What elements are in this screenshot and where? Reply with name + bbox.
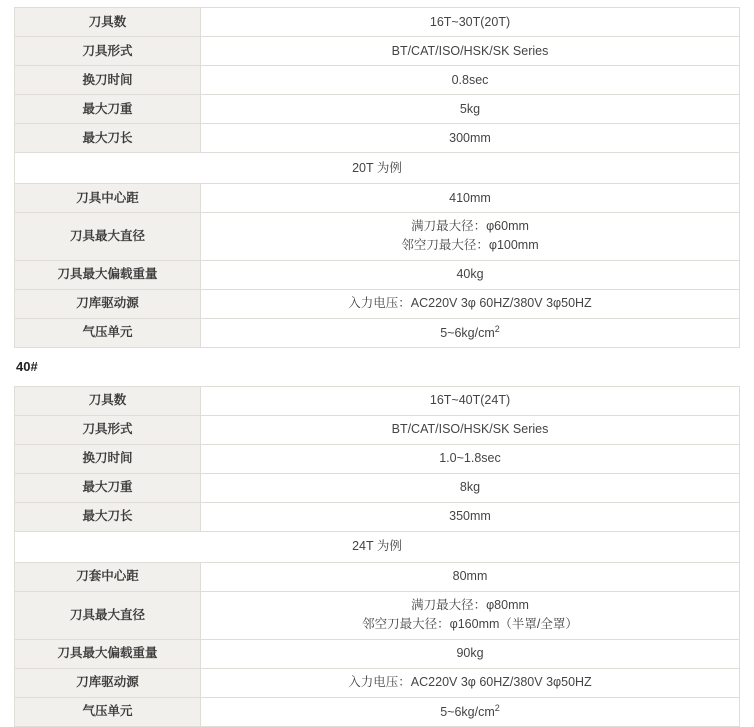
row-label: 刀具最大直径 — [15, 591, 201, 639]
table-row — [15, 386, 740, 415]
row-label: 刀具数 — [15, 386, 201, 415]
row-value-superscript: 2 — [494, 323, 500, 334]
spec-table-40 — [14, 386, 740, 727]
table-row — [15, 444, 740, 473]
top-spacer — [14, 0, 740, 7]
row-label: 最大刀重 — [15, 473, 201, 502]
row-value: 5kg — [201, 95, 740, 124]
row-value — [201, 318, 740, 347]
table-row — [15, 697, 740, 726]
table-row — [15, 95, 740, 124]
row-label: 气压单元 — [15, 697, 201, 726]
row-value: 16T~30T(20T) — [201, 8, 740, 37]
section-label: 20T 为例 — [15, 153, 740, 184]
table-row — [15, 213, 740, 261]
table-row — [15, 591, 740, 639]
row-value-text: 5~6kg/cm — [440, 704, 495, 719]
row-value: 0.8sec — [201, 66, 740, 95]
row-value: 80mm — [201, 562, 740, 591]
row-label: 刀具最大偏载重量 — [15, 260, 201, 289]
row-label: 最大刀长 — [15, 124, 201, 153]
row-value: BT/CAT/ISO/HSK/SK Series — [201, 37, 740, 66]
section-label: 24T 为例 — [15, 531, 740, 562]
table-row — [15, 415, 740, 444]
table-row — [15, 289, 740, 318]
row-value: BT/CAT/ISO/HSK/SK Series — [201, 415, 740, 444]
row-label: 刀具形式 — [15, 37, 201, 66]
table-row — [15, 668, 740, 697]
row-value: 1.0~1.8sec — [201, 444, 740, 473]
row-value: 40kg — [201, 260, 740, 289]
table-row — [15, 639, 740, 668]
row-value: 300mm — [201, 124, 740, 153]
row-value-text: 5~6kg/cm — [440, 325, 495, 340]
row-value-line: 邻空刀最大径：φ100mm — [401, 238, 539, 253]
row-value-multiline — [201, 591, 740, 639]
row-label: 最大刀重 — [15, 95, 201, 124]
table-row — [15, 562, 740, 591]
row-value: 入力电压：AC220V 3φ 60HZ/380V 3φ50HZ — [201, 289, 740, 318]
table-row — [15, 37, 740, 66]
row-label: 刀套中心距 — [15, 562, 201, 591]
row-label: 刀具最大偏载重量 — [15, 639, 201, 668]
row-value — [201, 697, 740, 726]
spec-table-30 — [14, 7, 740, 348]
row-value: 90kg — [201, 639, 740, 668]
row-label: 换刀时间 — [15, 444, 201, 473]
table-section-row — [15, 153, 740, 184]
row-value: 8kg — [201, 473, 740, 502]
table-row — [15, 318, 740, 347]
table-row — [15, 124, 740, 153]
table-row — [15, 184, 740, 213]
section-heading-40: 40# — [16, 359, 38, 375]
row-value: 410mm — [201, 184, 740, 213]
row-value: 入力电压：AC220V 3φ 60HZ/380V 3φ50HZ — [201, 668, 740, 697]
row-label: 最大刀长 — [15, 502, 201, 531]
row-value: 350mm — [201, 502, 740, 531]
row-label: 换刀时间 — [15, 66, 201, 95]
row-label: 刀库驱动源 — [15, 668, 201, 697]
row-label: 气压单元 — [15, 318, 201, 347]
row-value: 16T~40T(24T) — [201, 386, 740, 415]
row-value-superscript: 2 — [494, 702, 500, 713]
row-value-multiline — [201, 213, 740, 261]
table-row — [15, 502, 740, 531]
table-row — [15, 473, 740, 502]
table-row — [15, 260, 740, 289]
row-label: 刀具数 — [15, 8, 201, 37]
row-label: 刀具形式 — [15, 415, 201, 444]
row-label: 刀具中心距 — [15, 184, 201, 213]
table-section-row — [15, 531, 740, 562]
row-value-line: 满刀最大径：φ60mm — [411, 219, 529, 233]
row-value-line: 满刀最大径：φ80mm — [411, 597, 529, 612]
row-value-line: 邻空刀最大径：φ160mm（半罩/全罩） — [362, 617, 578, 632]
row-label: 刀具最大直径 — [15, 213, 201, 261]
row-label: 刀库驱动源 — [15, 289, 201, 318]
table-row — [15, 8, 740, 37]
table-row — [15, 66, 740, 95]
